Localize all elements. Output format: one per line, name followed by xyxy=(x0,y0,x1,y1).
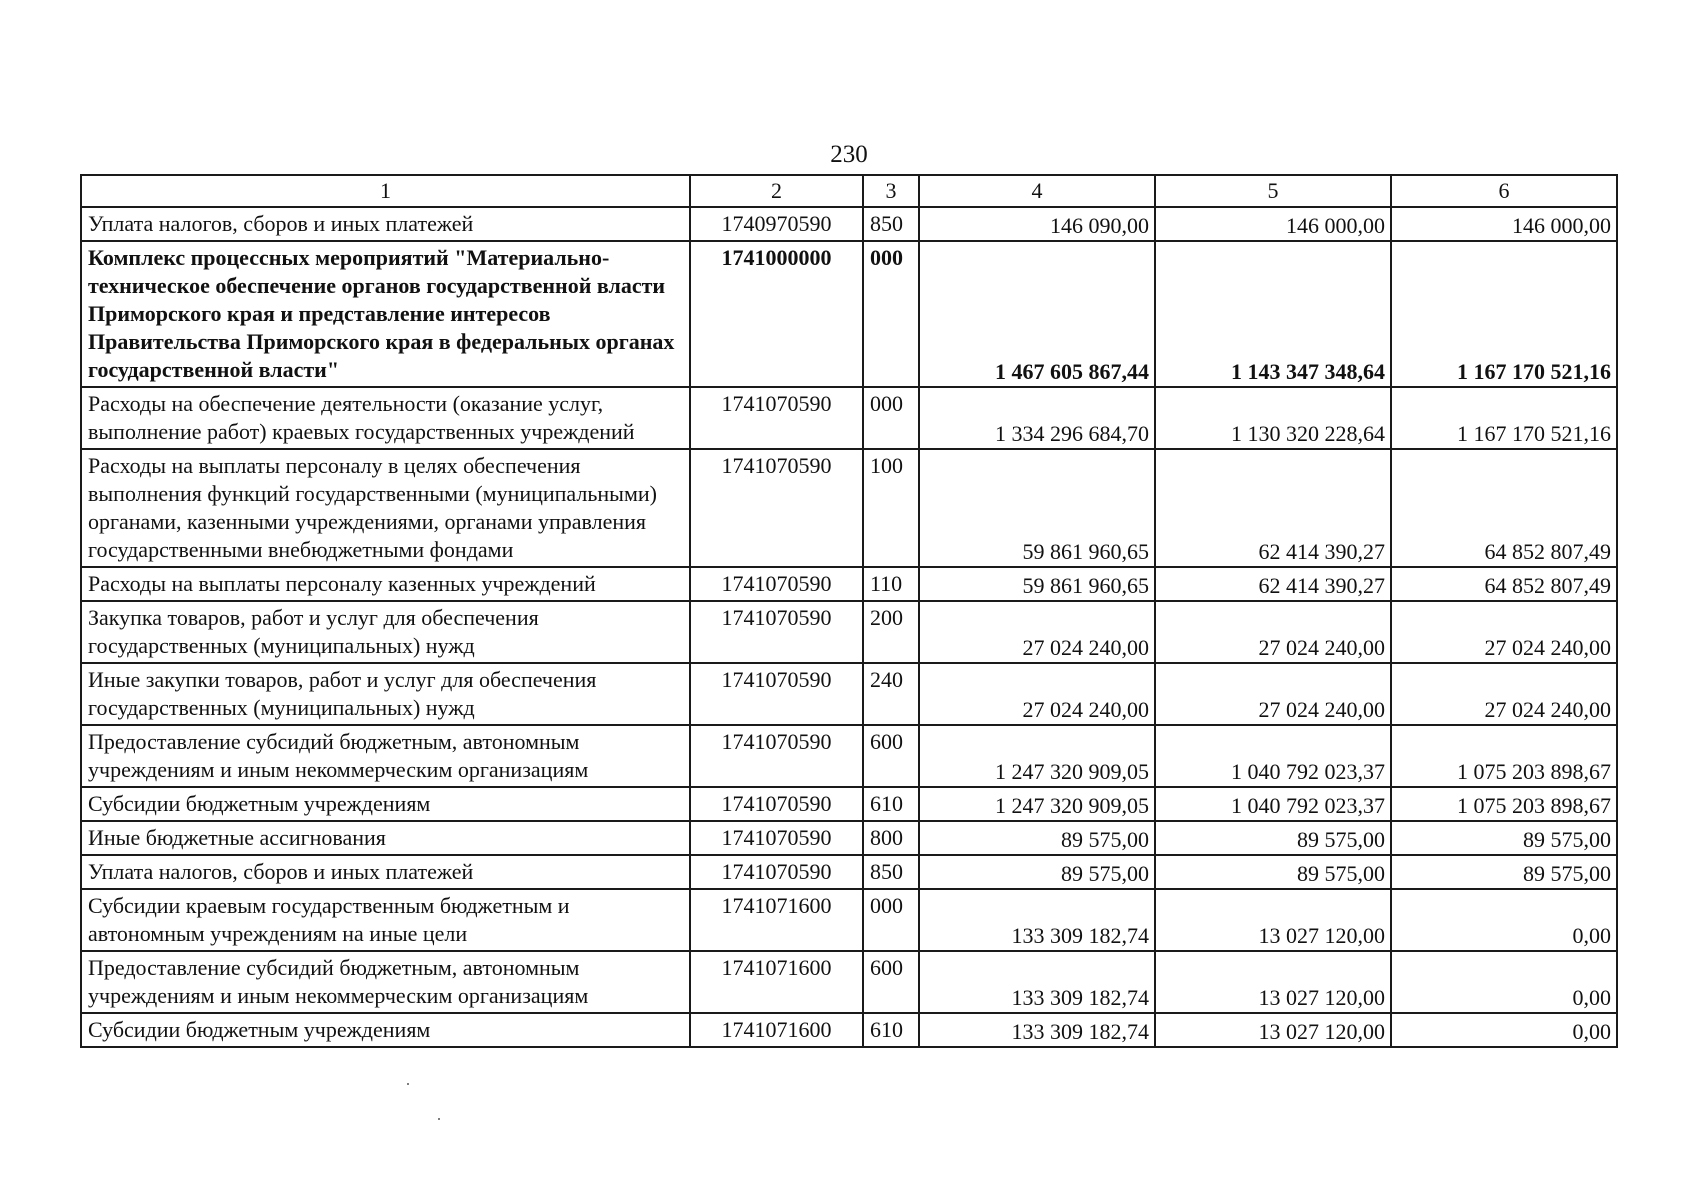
row-amount-cell: 27 024 240,00 xyxy=(1391,601,1617,663)
row-amount-cell: 27 024 240,00 xyxy=(1155,601,1391,663)
row-amount-cell: 13 027 120,00 xyxy=(1155,889,1391,951)
row-amount-cell: 1 467 605 867,44 xyxy=(919,241,1155,387)
row-code-cell: 1741070590 xyxy=(690,855,863,889)
row-amount-cell: 1 334 296 684,70 xyxy=(919,387,1155,449)
row-amount-cell: 59 861 960,65 xyxy=(919,449,1155,567)
row-amount-cell: 13 027 120,00 xyxy=(1155,951,1391,1013)
row-name-cell: Уплата налогов, сборов и иных платежей xyxy=(81,855,690,889)
row-amount-cell: 89 575,00 xyxy=(1391,855,1617,889)
row-amount-cell: 1 247 320 909,05 xyxy=(919,725,1155,787)
row-amount-cell: 1 167 170 521,16 xyxy=(1391,241,1617,387)
row-name-cell: Субсидии краевым государственным бюджетным и автономным учреждениям на иные цели xyxy=(81,889,690,951)
table-row xyxy=(81,725,1617,787)
table-row xyxy=(81,567,1617,601)
column-number-header: 1 xyxy=(81,175,690,207)
table-row xyxy=(81,207,1617,241)
row-amount-cell: 89 575,00 xyxy=(1155,821,1391,855)
row-type-cell: 110 xyxy=(863,567,919,601)
budget-table xyxy=(80,174,1618,1048)
row-amount-cell: 1 075 203 898,67 xyxy=(1391,787,1617,821)
row-name-cell: Предоставление субсидий бюджетным, автономным учреждениям и иным некоммерческим организациям xyxy=(81,725,690,787)
row-name-cell: Субсидии бюджетным учреждениям xyxy=(81,1013,690,1047)
row-code-cell: 1741070590 xyxy=(690,821,863,855)
row-amount-cell: 89 575,00 xyxy=(919,855,1155,889)
row-amount-cell: 1 040 792 023,37 xyxy=(1155,787,1391,821)
row-code-cell: 1740970590 xyxy=(690,207,863,241)
table-row xyxy=(81,821,1617,855)
row-amount-cell: 27 024 240,00 xyxy=(1391,663,1617,725)
row-amount-cell: 1 040 792 023,37 xyxy=(1155,725,1391,787)
row-code-cell: 1741070590 xyxy=(690,663,863,725)
row-amount-cell: 146 090,00 xyxy=(919,207,1155,241)
table-row xyxy=(81,889,1617,951)
row-code-cell: 1741070590 xyxy=(690,449,863,567)
row-type-cell: 600 xyxy=(863,725,919,787)
column-number-header: 2 xyxy=(690,175,863,207)
column-number-header: 6 xyxy=(1391,175,1617,207)
row-amount-cell: 64 852 807,49 xyxy=(1391,567,1617,601)
row-code-cell: 1741071600 xyxy=(690,889,863,951)
row-type-cell: 000 xyxy=(863,889,919,951)
row-type-cell: 850 xyxy=(863,207,919,241)
row-type-cell: 240 xyxy=(863,663,919,725)
row-name-cell: Закупка товаров, работ и услуг для обеспечения государственных (муниципальных) нужд xyxy=(81,601,690,663)
row-name-cell: Предоставление субсидий бюджетным, автономным учреждениям и иным некоммерческим организациям xyxy=(81,951,690,1013)
table-row xyxy=(81,601,1617,663)
row-amount-cell: 27 024 240,00 xyxy=(919,601,1155,663)
row-amount-cell: 1 167 170 521,16 xyxy=(1391,387,1617,449)
table-row xyxy=(81,951,1617,1013)
table-row xyxy=(81,387,1617,449)
row-amount-cell: 133 309 182,74 xyxy=(919,889,1155,951)
row-code-cell: 1741070590 xyxy=(690,725,863,787)
table-row xyxy=(81,855,1617,889)
row-name-cell: Иные закупки товаров, работ и услуг для обеспечения государственных (муниципальных) нужд xyxy=(81,663,690,725)
row-name-cell: Субсидии бюджетным учреждениям xyxy=(81,787,690,821)
row-amount-cell: 64 852 807,49 xyxy=(1391,449,1617,567)
row-type-cell: 000 xyxy=(863,387,919,449)
row-type-cell: 610 xyxy=(863,787,919,821)
row-amount-cell: 133 309 182,74 xyxy=(919,1013,1155,1047)
table-row xyxy=(81,787,1617,821)
row-code-cell: 1741070590 xyxy=(690,787,863,821)
row-amount-cell: 1 247 320 909,05 xyxy=(919,787,1155,821)
row-type-cell: 200 xyxy=(863,601,919,663)
row-type-cell: 100 xyxy=(863,449,919,567)
row-amount-cell: 146 000,00 xyxy=(1155,207,1391,241)
column-number-header: 5 xyxy=(1155,175,1391,207)
row-name-cell: Комплекс процессных мероприятий "Материально-техническое обеспечение органов государственной власти Приморского края и представление интересов Правительства Приморского края в федеральных органах государственной власти" xyxy=(81,241,690,387)
row-amount-cell: 89 575,00 xyxy=(1155,855,1391,889)
row-amount-cell: 0,00 xyxy=(1391,889,1617,951)
row-code-cell: 1741070590 xyxy=(690,601,863,663)
row-code-cell: 1741070590 xyxy=(690,387,863,449)
row-name-cell: Уплата налогов, сборов и иных платежей xyxy=(81,207,690,241)
row-amount-cell: 62 414 390,27 xyxy=(1155,567,1391,601)
row-amount-cell: 27 024 240,00 xyxy=(919,663,1155,725)
row-amount-cell: 13 027 120,00 xyxy=(1155,1013,1391,1047)
row-code-cell: 1741071600 xyxy=(690,951,863,1013)
row-name-cell: Расходы на обеспечение деятельности (оказание услуг, выполнение работ) краевых государственных учреждений xyxy=(81,387,690,449)
row-type-cell: 610 xyxy=(863,1013,919,1047)
table-row xyxy=(81,663,1617,725)
row-amount-cell: 1 130 320 228,64 xyxy=(1155,387,1391,449)
table-row xyxy=(81,449,1617,567)
row-amount-cell: 62 414 390,27 xyxy=(1155,449,1391,567)
row-code-cell: 1741071600 xyxy=(690,1013,863,1047)
row-type-cell: 800 xyxy=(863,821,919,855)
scan-speck xyxy=(407,1083,409,1085)
row-type-cell: 600 xyxy=(863,951,919,1013)
row-name-cell: Расходы на выплаты персоналу казенных учреждений xyxy=(81,567,690,601)
row-amount-cell: 0,00 xyxy=(1391,1013,1617,1047)
table-row xyxy=(81,1013,1617,1047)
row-amount-cell: 27 024 240,00 xyxy=(1155,663,1391,725)
column-number-header: 3 xyxy=(863,175,919,207)
row-amount-cell: 1 075 203 898,67 xyxy=(1391,725,1617,787)
row-amount-cell: 89 575,00 xyxy=(919,821,1155,855)
row-type-cell: 000 xyxy=(863,241,919,387)
page-number: 230 xyxy=(830,141,868,168)
table-row xyxy=(81,241,1617,387)
row-code-cell: 1741070590 xyxy=(690,567,863,601)
column-number-header: 4 xyxy=(919,175,1155,207)
row-amount-cell: 0,00 xyxy=(1391,951,1617,1013)
row-amount-cell: 59 861 960,65 xyxy=(919,567,1155,601)
row-name-cell: Иные бюджетные ассигнования xyxy=(81,821,690,855)
row-amount-cell: 1 143 347 348,64 xyxy=(1155,241,1391,387)
scan-speck xyxy=(438,1118,440,1120)
row-code-cell: 1741000000 xyxy=(690,241,863,387)
column-number-row xyxy=(81,175,1617,207)
row-amount-cell: 89 575,00 xyxy=(1391,821,1617,855)
row-amount-cell: 133 309 182,74 xyxy=(919,951,1155,1013)
row-amount-cell: 146 000,00 xyxy=(1391,207,1617,241)
row-name-cell: Расходы на выплаты персоналу в целях обеспечения выполнения функций государственными (муниципальными) органами, казенными учреждениями, органами управления государственными внебюджетными фондами xyxy=(81,449,690,567)
row-type-cell: 850 xyxy=(863,855,919,889)
